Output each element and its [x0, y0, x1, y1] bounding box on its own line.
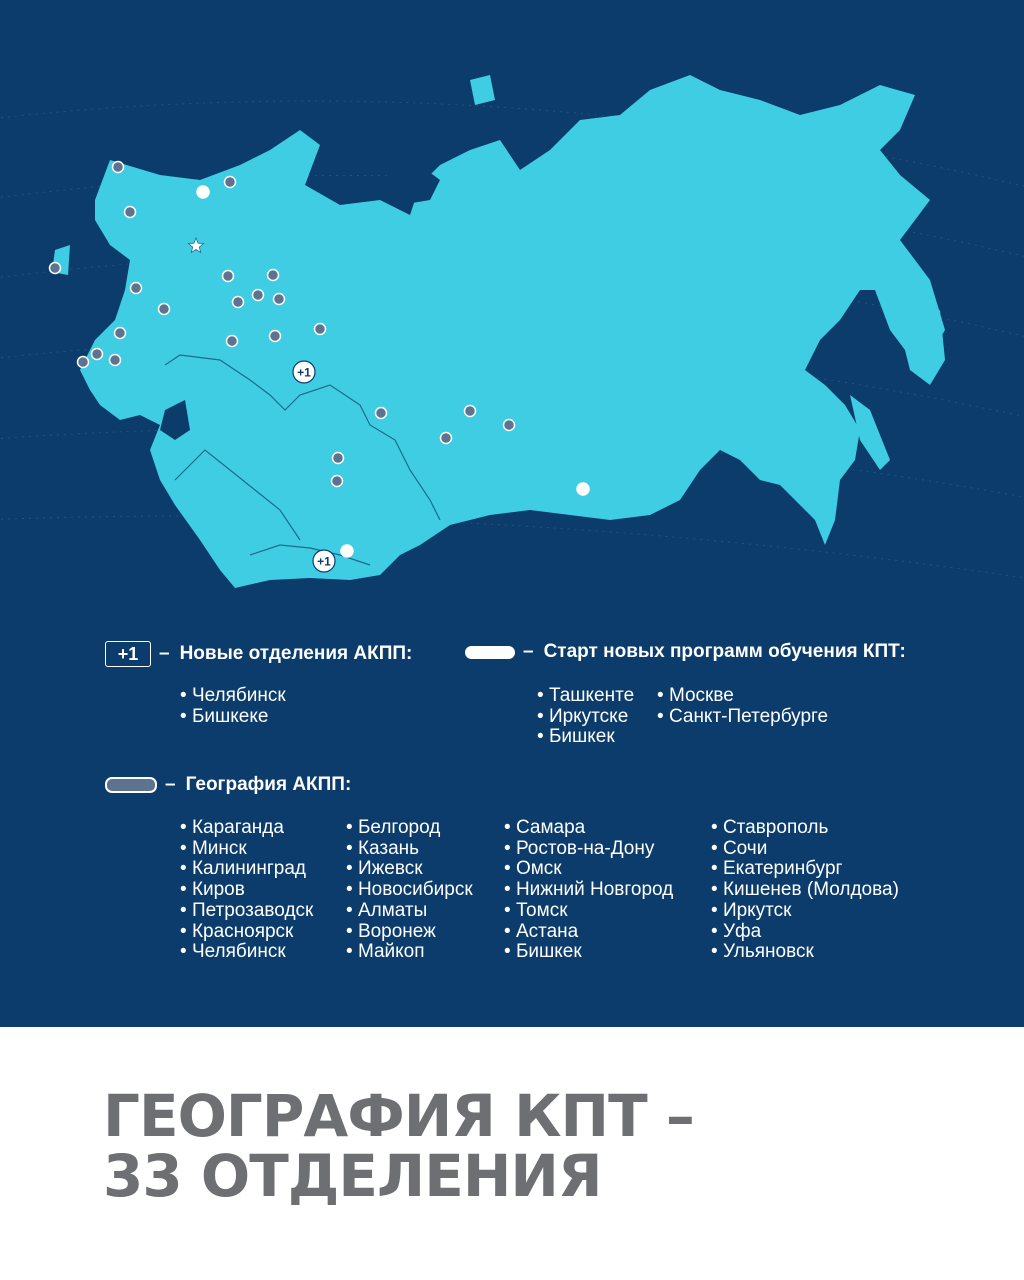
geography-list-1 [180, 818, 313, 963]
legend-geo-title: География АКПП: [185, 774, 352, 795]
list-item: • Томск [504, 901, 673, 922]
geography-marker [268, 270, 279, 281]
start-programs-list-2 [657, 686, 828, 727]
list-item: • Москве [657, 686, 828, 707]
list-item: • Красноярск [180, 922, 313, 943]
list-item: • Калининград [180, 859, 313, 880]
new-program-marker [197, 186, 209, 198]
legend-dash: – [159, 643, 170, 664]
list-item: • Самара [504, 818, 673, 839]
list-item: • Иркутске [537, 707, 634, 728]
list-item: • Санкт-Петербурге [657, 707, 828, 728]
geography-marker [50, 263, 61, 274]
geography-list-2 [346, 818, 473, 963]
geography-marker [441, 433, 452, 444]
list-item: • Новосибирск [346, 880, 473, 901]
list-item: • Майкоп [346, 942, 473, 963]
legend-dash: – [165, 774, 176, 795]
geography-marker [115, 328, 126, 339]
geography-marker [315, 324, 326, 335]
legend-start-title: Старт новых программ обучения КПТ: [543, 641, 906, 662]
title-line-1: ГЕОГРАФИЯ КПТ – [103, 1082, 694, 1150]
list-item: • Астана [504, 922, 673, 943]
list-item: • Уфа [711, 922, 899, 943]
list-item: • Екатеринбург [711, 859, 899, 880]
geography-marker [113, 162, 124, 173]
new-branch-marker-label: +1 [317, 554, 331, 569]
list-item: • Ульяновск [711, 942, 899, 963]
list-item: • Бишкек [537, 727, 634, 748]
title-line-2: 33 ОТДЕЛЕНИЯ [103, 1142, 602, 1210]
list-item: • Киров [180, 880, 313, 901]
list-item: • Ижевск [346, 859, 473, 880]
geography-list-4 [711, 818, 899, 963]
new-program-marker [577, 483, 589, 495]
list-item: • Минск [180, 839, 313, 860]
list-item: • Иркутск [711, 901, 899, 922]
list-item: • Ставрополь [711, 818, 899, 839]
geography-marker [131, 283, 142, 294]
new-branch-badge-key: +1 [105, 641, 151, 667]
list-item: • Бишкеке [180, 707, 286, 728]
list-item: • Караганда [180, 818, 313, 839]
list-item: • Челябинск [180, 942, 313, 963]
list-item: • Челябинск [180, 686, 286, 707]
list-item: • Омск [504, 859, 673, 880]
list-item: • Петрозаводск [180, 901, 313, 922]
list-item: • Сочи [711, 839, 899, 860]
geography-marker [270, 331, 281, 342]
legend-dash: – [523, 641, 534, 662]
geography-marker [78, 357, 89, 368]
list-item: • Бишкек [504, 942, 673, 963]
page-title [103, 1082, 694, 1210]
new-branch-marker-label: +1 [297, 365, 311, 380]
legend-new-title: Новые отделения АКПП: [179, 643, 413, 664]
new-branches-list [180, 686, 286, 727]
geography-marker [225, 177, 236, 188]
list-item: • Алматы [346, 901, 473, 922]
geography-marker [253, 290, 264, 301]
start-program-pill-key [465, 646, 515, 659]
geography-marker [332, 476, 343, 487]
geography-marker [92, 349, 103, 360]
landmass [52, 75, 945, 588]
list-item: • Казань [346, 839, 473, 860]
geography-marker [233, 297, 244, 308]
geography-marker [465, 406, 476, 417]
geography-marker [223, 271, 234, 282]
geography-marker [376, 408, 387, 419]
start-programs-list-1 [537, 686, 634, 748]
legend-new-branches [105, 641, 412, 667]
geography-marker [274, 294, 285, 305]
geography-marker [110, 355, 121, 366]
list-item: • Нижний Новгород [504, 880, 673, 901]
geography-pill-key [105, 777, 157, 793]
list-item: • Ташкенте [537, 686, 634, 707]
list-item: • Кишенев (Молдова) [711, 880, 899, 901]
list-item: • Ростов-на-Дону [504, 839, 673, 860]
geography-marker [125, 207, 136, 218]
geography-list-3 [504, 818, 673, 963]
geography-marker [227, 336, 238, 347]
legend-start-programs [465, 641, 906, 663]
list-item: • Белгород [346, 818, 473, 839]
geography-marker [159, 304, 170, 315]
new-program-marker [341, 545, 353, 557]
geography-marker [504, 420, 515, 431]
geography-marker [333, 453, 344, 464]
legend-geography [105, 774, 351, 796]
list-item: • Воронеж [346, 922, 473, 943]
